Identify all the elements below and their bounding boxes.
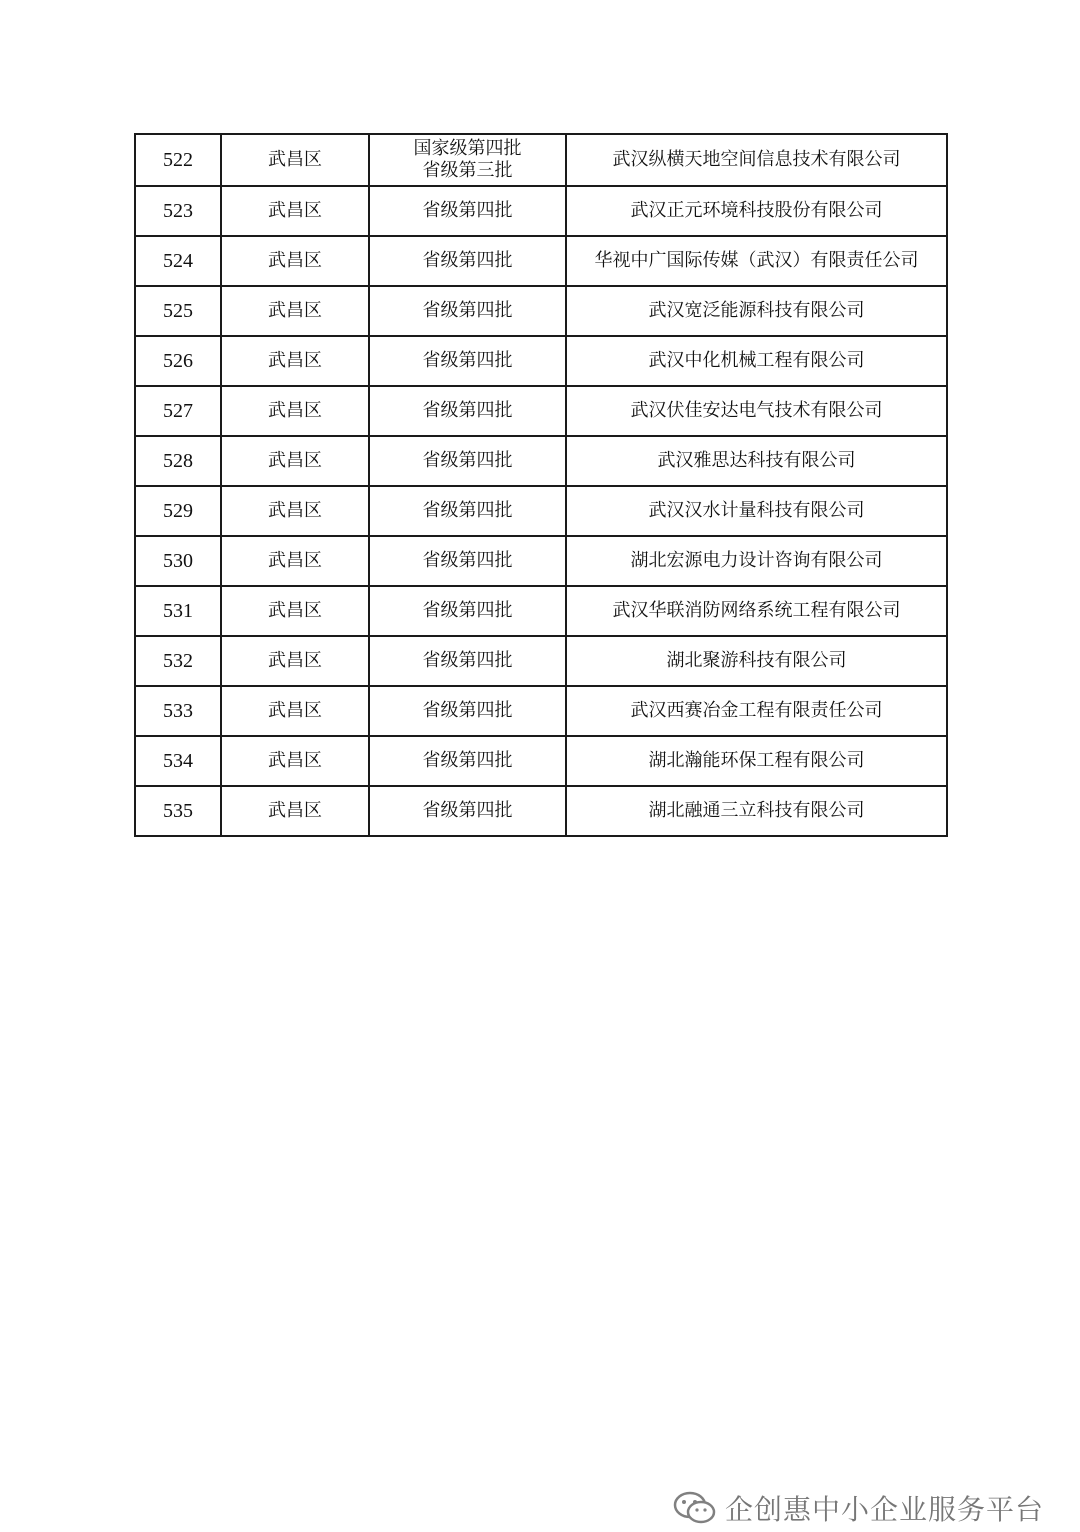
batch-cell [369, 636, 566, 686]
batch-line: 省级第四批 [422, 600, 513, 621]
table-row [135, 486, 947, 536]
district-cell: 武昌区 [221, 386, 369, 436]
watermark [673, 1488, 1044, 1528]
batch-line: 省级第四批 [422, 500, 513, 521]
table-row [135, 586, 947, 636]
batch-line: 省级第四批 [422, 650, 513, 671]
company-name-cell: 武汉西赛冶金工程有限责任公司 [566, 686, 947, 736]
batch-line: 省级第四批 [422, 800, 513, 821]
row-number: 526 [135, 336, 221, 386]
company-name-cell: 湖北瀚能环保工程有限公司 [566, 736, 947, 786]
wechat-icon [673, 1490, 717, 1526]
batch-line: 省级第四批 [422, 200, 513, 221]
batch-cell [369, 236, 566, 286]
row-number: 534 [135, 736, 221, 786]
table-row [135, 186, 947, 236]
row-number: 531 [135, 586, 221, 636]
batch-line: 国家级第四批 [413, 138, 522, 159]
company-name-cell: 武汉正元环境科技股份有限公司 [566, 186, 947, 236]
company-list-table [134, 133, 948, 837]
company-name-cell: 武汉华联消防网络系统工程有限公司 [566, 586, 947, 636]
company-name-cell: 湖北聚游科技有限公司 [566, 636, 947, 686]
district-cell: 武昌区 [221, 536, 369, 586]
company-name-cell: 湖北宏源电力设计咨询有限公司 [566, 536, 947, 586]
district-cell: 武昌区 [221, 686, 369, 736]
district-cell: 武昌区 [221, 736, 369, 786]
batch-line: 省级第四批 [422, 250, 513, 271]
batch-cell [369, 336, 566, 386]
row-number: 523 [135, 186, 221, 236]
row-number: 524 [135, 236, 221, 286]
district-cell: 武昌区 [221, 336, 369, 386]
district-cell: 武昌区 [221, 786, 369, 836]
row-number: 535 [135, 786, 221, 836]
company-name-cell: 华视中广国际传媒（武汉）有限责任公司 [566, 236, 947, 286]
company-name-cell: 湖北融通三立科技有限公司 [566, 786, 947, 836]
row-number: 528 [135, 436, 221, 486]
table-row [135, 286, 947, 336]
company-name-cell: 武汉伏佳安达电气技术有限公司 [566, 386, 947, 436]
district-cell: 武昌区 [221, 286, 369, 336]
table-row [135, 236, 947, 286]
table-row [135, 786, 947, 836]
batch-cell [369, 586, 566, 636]
district-cell: 武昌区 [221, 586, 369, 636]
district-cell: 武昌区 [221, 134, 369, 186]
table-row [135, 134, 947, 186]
batch-cell [369, 286, 566, 336]
row-number: 530 [135, 536, 221, 586]
batch-cell [369, 186, 566, 236]
row-number: 525 [135, 286, 221, 336]
batch-line: 省级第四批 [422, 400, 513, 421]
batch-cell [369, 386, 566, 436]
table-row [135, 336, 947, 386]
batch-cell [369, 486, 566, 536]
batch-line: 省级第四批 [422, 450, 513, 471]
company-name-cell: 武汉纵横天地空间信息技术有限公司 [566, 134, 947, 186]
table-body [135, 134, 947, 836]
table-row [135, 436, 947, 486]
table-row [135, 686, 947, 736]
batch-cell [369, 536, 566, 586]
batch-line: 省级第三批 [422, 160, 513, 181]
batch-cell [369, 134, 566, 186]
district-cell: 武昌区 [221, 236, 369, 286]
table-row [135, 536, 947, 586]
table-row [135, 386, 947, 436]
company-name-cell: 武汉雅思达科技有限公司 [566, 436, 947, 486]
district-cell: 武昌区 [221, 436, 369, 486]
district-cell: 武昌区 [221, 636, 369, 686]
batch-line: 省级第四批 [422, 750, 513, 771]
row-number: 529 [135, 486, 221, 536]
batch-cell [369, 436, 566, 486]
batch-cell [369, 686, 566, 736]
row-number: 532 [135, 636, 221, 686]
district-cell: 武昌区 [221, 486, 369, 536]
batch-line: 省级第四批 [422, 350, 513, 371]
batch-cell [369, 786, 566, 836]
table-row [135, 636, 947, 686]
batch-line: 省级第四批 [422, 300, 513, 321]
watermark-text: 企创惠中小企业服务平台 [724, 1493, 1044, 1526]
company-name-cell: 武汉汉水计量科技有限公司 [566, 486, 947, 536]
district-cell: 武昌区 [221, 186, 369, 236]
company-name-cell: 武汉中化机械工程有限公司 [566, 336, 947, 386]
batch-cell [369, 736, 566, 786]
batch-line: 省级第四批 [422, 700, 513, 721]
batch-line: 省级第四批 [422, 550, 513, 571]
company-name-cell: 武汉宽泛能源科技有限公司 [566, 286, 947, 336]
row-number: 527 [135, 386, 221, 436]
row-number: 533 [135, 686, 221, 736]
table-row [135, 736, 947, 786]
row-number: 522 [135, 134, 221, 186]
